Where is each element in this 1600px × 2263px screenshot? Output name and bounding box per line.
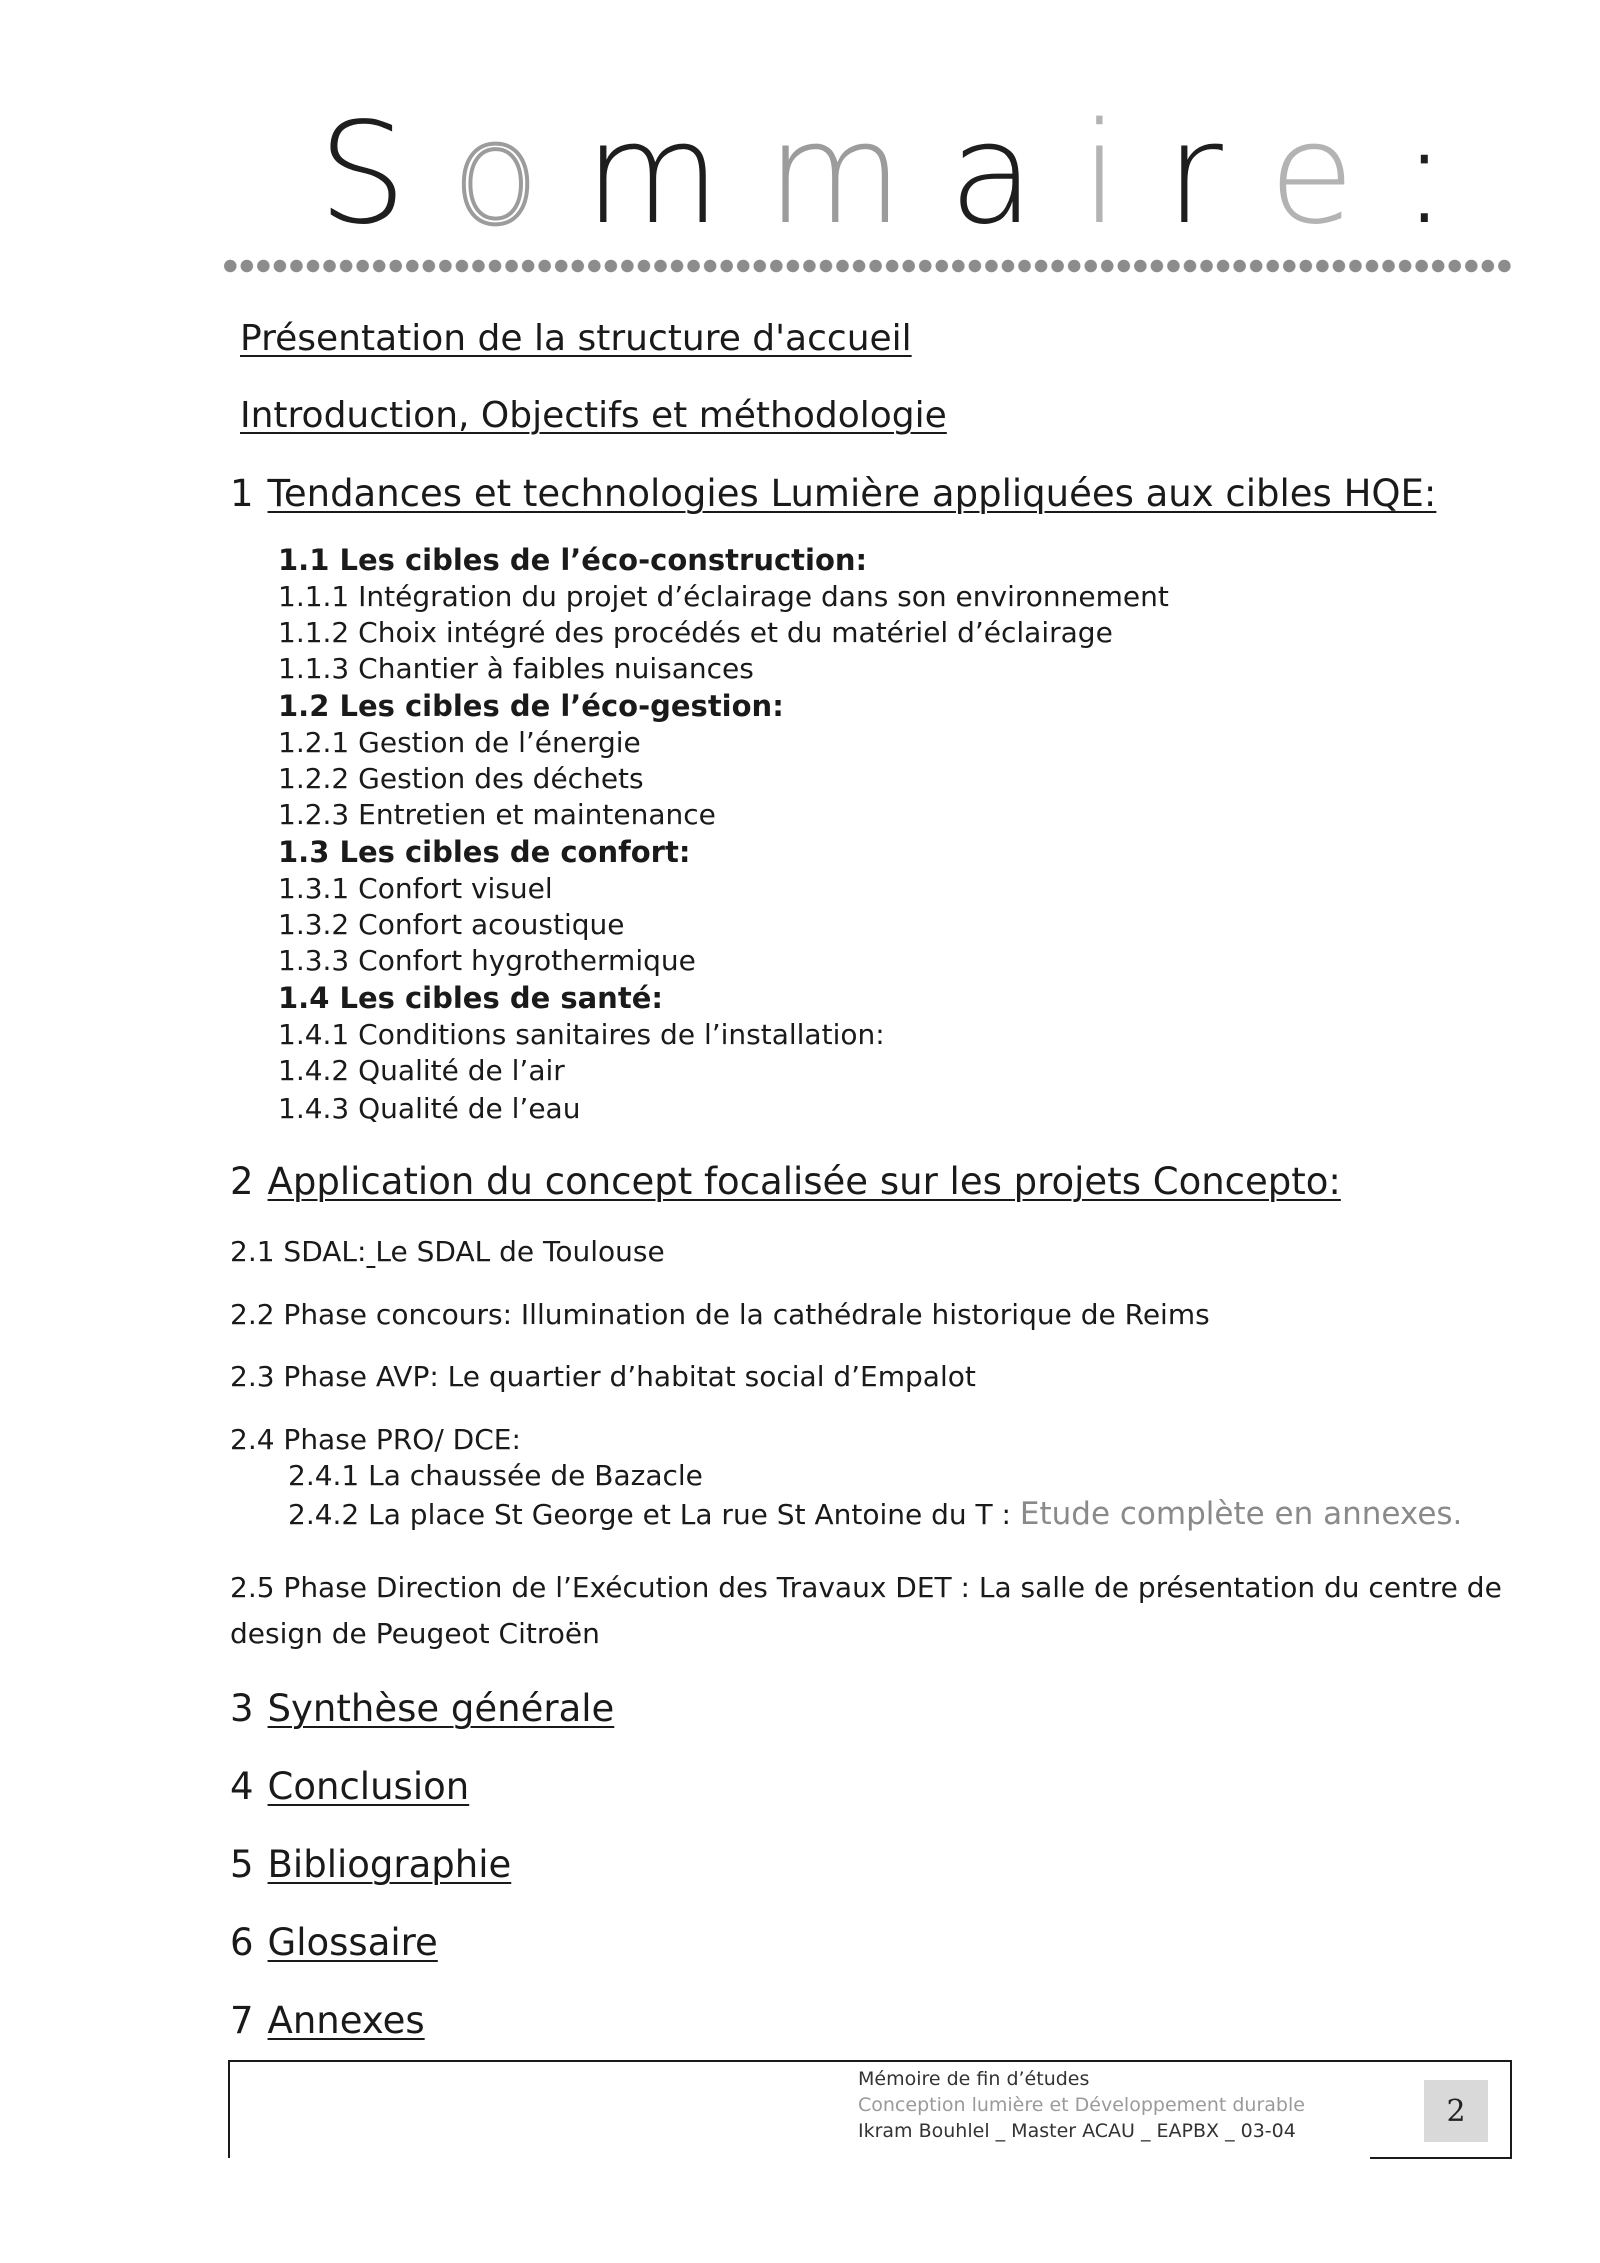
toc-item-2-3[interactable]: 2.3 Phase AVP: Le quartier d’habitat social d’Empalot	[230, 1360, 976, 1393]
toc-item-2-2[interactable]: 2.2 Phase concours: Illumination de la cathédrale historique de Reims	[230, 1298, 1210, 1331]
toc-subsection-1-1[interactable]: 1.1 Les cibles de l’éco-construction:	[278, 543, 868, 577]
toc-section-3[interactable]	[230, 1687, 614, 1730]
title-letter: :	[1400, 93, 1448, 256]
title-letter: r	[1165, 93, 1223, 256]
toc-item[interactable]: 1.1.3 Chantier à faibles nuisances	[278, 652, 754, 685]
toc-item[interactable]: 1.4.3 Qualité de l’eau	[278, 1092, 581, 1125]
footer-line-2: Conception lumière et Développement durable	[858, 2094, 1305, 2116]
title-letter: i	[1080, 93, 1120, 256]
footer-line-3: Ikram Bouhlel _ Master ACAU _ EAPBX _ 03-04	[858, 2120, 1296, 2142]
section-number: 4	[230, 1765, 254, 1808]
title-letter: a	[948, 93, 1035, 256]
toc-item[interactable]: 1.4.2 Qualité de l’air	[278, 1054, 565, 1087]
dotted-divider	[222, 258, 1512, 274]
section-title: Glossaire	[267, 1921, 438, 1964]
section-number: 2	[230, 1160, 254, 1203]
section-title: Synthèse générale	[267, 1687, 615, 1730]
toc-section-5[interactable]	[230, 1843, 511, 1886]
toc-subsection-1-3[interactable]: 1.3 Les cibles de confort:	[278, 835, 691, 869]
toc-item-2-4-2[interactable]	[288, 1496, 1462, 1532]
section-number: 3	[230, 1687, 254, 1730]
title-letter: o	[452, 93, 539, 256]
toc-section-7[interactable]	[230, 1999, 425, 2042]
toc-item[interactable]: 1.1.2 Choix intégré des procédés et du matériel d’éclairage	[278, 616, 1113, 649]
section-title: Tendances et technologies Lumière appliquées aux cibles HQE:	[267, 472, 1437, 515]
page-title	[318, 93, 1448, 256]
toc-item[interactable]: 1.1.1 Intégration du projet d’éclairage dans son environnement	[278, 580, 1169, 613]
toc-item-2-5[interactable]: 2.5 Phase Direction de l’Exécution des Travaux DET : La salle de présentation du centre de design de Peugeot Citroën	[230, 1571, 1502, 1650]
section-number: 5	[230, 1843, 254, 1886]
toc-item[interactable]: 1.2.1 Gestion de l’énergie	[278, 726, 641, 759]
toc-subsection-1-2[interactable]: 1.2 Les cibles de l’éco-gestion:	[278, 689, 784, 723]
toc-item-2-4[interactable]: 2.4 Phase PRO/ DCE:	[230, 1423, 521, 1456]
title-letter: m	[584, 93, 721, 256]
toc-section-6[interactable]	[230, 1921, 438, 1964]
section-title: Annexes	[267, 1999, 425, 2042]
toc-item-2-4-1[interactable]: 2.4.1 La chaussée de Bazacle	[288, 1459, 703, 1492]
section-title: Conclusion	[267, 1765, 470, 1808]
title-letter: m	[766, 93, 903, 256]
item-text: Le SDAL de Toulouse	[375, 1235, 665, 1268]
toc-item[interactable]: 1.3.3 Confort hygrothermique	[278, 944, 696, 977]
toc-item[interactable]: 1.2.2 Gestion des déchets	[278, 762, 644, 795]
toc-item[interactable]: 1.4.1 Conditions sanitaires de l’installation:	[278, 1018, 885, 1051]
item-prefix: 2.1 SDAL:	[230, 1235, 367, 1268]
toc-item[interactable]: 1.2.3 Entretien et maintenance	[278, 798, 716, 831]
toc-entry-presentation[interactable]: Présentation de la structure d'accueil	[240, 318, 912, 359]
title-letter: S	[318, 93, 407, 256]
section-title: Bibliographie	[267, 1843, 512, 1886]
toc-section-2[interactable]	[230, 1160, 1341, 1203]
title-letter: e	[1268, 93, 1355, 256]
toc-item[interactable]: 1.3.1 Confort visuel	[278, 872, 553, 905]
page-number: 2	[1424, 2080, 1488, 2142]
toc-item-2-1[interactable]	[230, 1235, 665, 1268]
section-number: 1	[230, 472, 254, 515]
footer-base-line	[1370, 2157, 1512, 2159]
annex-note: Etude complète en annexes.	[1019, 1496, 1463, 1532]
item-text: 2.4.2 La place St George et La rue St Antoine du T :	[288, 1498, 1011, 1531]
footer-line-1: Mémoire de fin d’études	[858, 2068, 1090, 2090]
toc-entry-introduction[interactable]: Introduction, Objectifs et méthodologie	[240, 395, 947, 436]
toc-subsection-1-4[interactable]: 1.4 Les cibles de santé:	[278, 981, 663, 1015]
section-number: 7	[230, 1999, 254, 2042]
toc-section-1[interactable]	[230, 472, 1436, 515]
toc-section-4[interactable]	[230, 1765, 469, 1808]
section-number: 6	[230, 1921, 254, 1964]
toc-item[interactable]: 1.3.2 Confort acoustique	[278, 908, 625, 941]
section-title: Application du concept focalisée sur les projets Concepto:	[267, 1160, 1341, 1203]
